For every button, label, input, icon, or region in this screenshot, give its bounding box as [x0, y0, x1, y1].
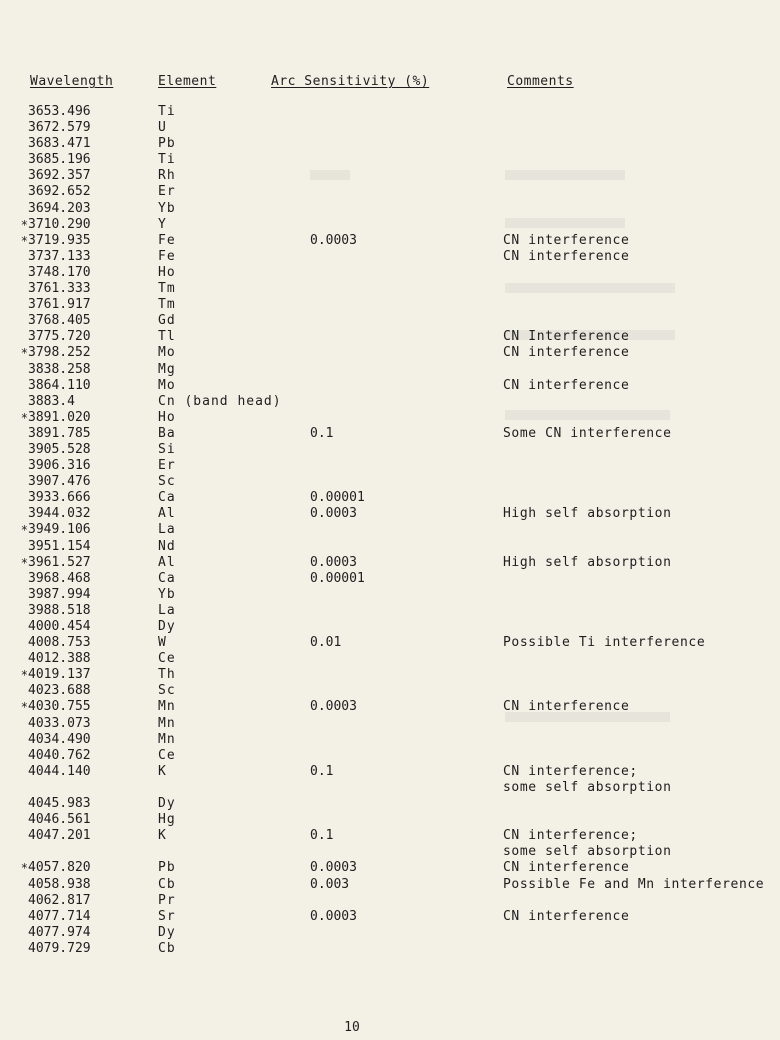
- table-row: [0, 474, 780, 490]
- table-row: [0, 764, 780, 780]
- table-row: [0, 152, 780, 168]
- table-row: [0, 812, 780, 828]
- wavelength-cell: 4033.073: [28, 715, 91, 731]
- comment-cell: CN interference: [503, 232, 630, 248]
- wavelength-cell: 4034.490: [28, 731, 91, 747]
- element-cell: Dy: [158, 924, 176, 940]
- element-cell: Ho: [158, 264, 176, 280]
- spectral-line-table: [0, 104, 780, 957]
- element-cell: Fe: [158, 248, 176, 264]
- element-cell: Hg: [158, 812, 176, 828]
- asterisk-mark: *: [20, 861, 28, 876]
- element-cell: Tm: [158, 281, 176, 297]
- element-cell: Pr: [158, 892, 176, 908]
- element-cell: Rh: [158, 168, 176, 184]
- comment-cell: Some CN interference: [503, 425, 672, 441]
- comment-cell: Possible Fe and Mn interference: [503, 876, 765, 892]
- element-cell: Al: [158, 506, 176, 522]
- table-row: [0, 522, 780, 538]
- wavelength-cell: 3683.471: [28, 136, 91, 152]
- element-cell: Cn (band head): [158, 393, 282, 409]
- table-row: [0, 925, 780, 941]
- arc-sensitivity-cell: 0.0003: [310, 699, 357, 715]
- wavelength-cell: 4044.140: [28, 763, 91, 779]
- element-cell: Mn: [158, 699, 176, 715]
- page-number: 10: [344, 1020, 360, 1035]
- wavelength-cell: 4019.137: [28, 667, 91, 683]
- wavelength-cell: 3987.994: [28, 586, 91, 602]
- wavelength-cell: 3775.720: [28, 329, 91, 345]
- element-cell: Mn: [158, 715, 176, 731]
- wavelength-cell: 4047.201: [28, 828, 91, 844]
- wavelength-cell: 3748.170: [28, 264, 91, 280]
- header-wavelength: Wavelength: [30, 74, 114, 89]
- table-row: [0, 490, 780, 506]
- table-row: [0, 844, 780, 860]
- table-row: [0, 458, 780, 474]
- element-cell: Ce: [158, 651, 176, 667]
- wavelength-cell: 3737.133: [28, 248, 91, 264]
- wavelength-cell: 4079.729: [28, 940, 91, 956]
- table-row: [0, 378, 780, 394]
- arc-sensitivity-cell: 0.0003: [310, 860, 357, 876]
- arc-sensitivity-cell: 0.003: [310, 876, 350, 892]
- table-row: [0, 329, 780, 345]
- wavelength-cell: 4012.388: [28, 651, 91, 667]
- element-cell: W: [158, 635, 167, 651]
- element-cell: La: [158, 522, 176, 538]
- element-cell: Ho: [158, 409, 176, 425]
- table-row: [0, 667, 780, 683]
- arc-sensitivity-cell: 0.1: [310, 763, 334, 779]
- wavelength-cell: 3710.290: [28, 216, 91, 232]
- element-cell: Yb: [158, 200, 176, 216]
- wavelength-cell: 3891.020: [28, 409, 91, 425]
- arc-sensitivity-cell: 0.1: [310, 828, 334, 844]
- comment-cell: High self absorption: [503, 554, 672, 570]
- table-row: [0, 265, 780, 281]
- table-row: [0, 587, 780, 603]
- element-cell: Ti: [158, 104, 176, 119]
- wavelength-cell: 4040.762: [28, 747, 91, 763]
- wavelength-cell: 3906.316: [28, 458, 91, 474]
- comment-cell: Possible Ti interference: [503, 635, 706, 651]
- element-cell: Er: [158, 458, 176, 474]
- wavelength-cell: 3768.405: [28, 313, 91, 329]
- comment-cell: some self absorption: [503, 844, 672, 860]
- element-cell: Mo: [158, 345, 176, 361]
- element-cell: Mo: [158, 377, 176, 393]
- table-row: [0, 281, 780, 297]
- element-cell: Yb: [158, 586, 176, 602]
- element-cell: Gd: [158, 313, 176, 329]
- table-row: [0, 345, 780, 361]
- element-cell: K: [158, 828, 167, 844]
- wavelength-cell: 3719.935: [28, 232, 91, 248]
- table-row: [0, 860, 780, 876]
- comment-cell: CN interference: [503, 860, 630, 876]
- comment-cell: CN interference: [503, 345, 630, 361]
- table-row: [0, 909, 780, 925]
- element-cell: Cb: [158, 876, 176, 892]
- table-row: [0, 780, 780, 796]
- element-cell: K: [158, 763, 167, 779]
- table-row: [0, 941, 780, 957]
- element-cell: Nd: [158, 538, 176, 554]
- comment-cell: CN interference;: [503, 763, 638, 779]
- comment-cell: CN interference: [503, 248, 630, 264]
- asterisk-mark: *: [20, 523, 28, 538]
- wavelength-cell: 3961.527: [28, 554, 91, 570]
- table-row: [0, 297, 780, 313]
- element-cell: U: [158, 120, 167, 136]
- element-cell: Pb: [158, 136, 176, 152]
- table-row: [0, 410, 780, 426]
- element-cell: Dy: [158, 619, 176, 634]
- arc-sensitivity-cell: 0.0003: [310, 908, 357, 924]
- table-row: [0, 201, 780, 217]
- element-cell: Th: [158, 667, 176, 683]
- table-row: [0, 184, 780, 200]
- arc-sensitivity-cell: 0.00001: [310, 490, 365, 506]
- element-cell: Tl: [158, 329, 176, 345]
- element-cell: Al: [158, 554, 176, 570]
- wavelength-cell: 3907.476: [28, 474, 91, 490]
- wavelength-cell: 4058.938: [28, 876, 91, 892]
- wavelength-cell: 3838.258: [28, 361, 91, 377]
- table-row: [0, 104, 780, 120]
- element-cell: Sr: [158, 908, 176, 924]
- table-row: [0, 233, 780, 249]
- wavelength-cell: 3864.110: [28, 377, 91, 393]
- table-row: [0, 651, 780, 667]
- asterisk-mark: *: [20, 217, 28, 232]
- table-row: [0, 796, 780, 812]
- table-row: [0, 168, 780, 184]
- table-row: [0, 603, 780, 619]
- element-cell: Sc: [158, 474, 176, 490]
- table-row: [0, 893, 780, 909]
- header-arc-sensitivity: Arc Sensitivity (%): [271, 74, 430, 89]
- table-row: [0, 120, 780, 136]
- wavelength-cell: 4046.561: [28, 812, 91, 828]
- asterisk-mark: *: [20, 668, 28, 683]
- wavelength-cell: 3891.785: [28, 425, 91, 441]
- table-row: [0, 442, 780, 458]
- table-row: [0, 748, 780, 764]
- wavelength-cell: 4062.817: [28, 892, 91, 908]
- wavelength-cell: 4030.755: [28, 699, 91, 715]
- element-cell: Ca: [158, 490, 176, 506]
- wavelength-cell: 4077.714: [28, 908, 91, 924]
- wavelength-cell: 3692.652: [28, 184, 91, 200]
- element-cell: Fe: [158, 232, 176, 248]
- table-row: [0, 394, 780, 410]
- wavelength-cell: 3798.252: [28, 345, 91, 361]
- header-comments: Comments: [507, 74, 574, 89]
- table-row: [0, 635, 780, 651]
- element-cell: Ba: [158, 425, 176, 441]
- comment-cell: CN Interference: [503, 329, 630, 345]
- wavelength-cell: 3672.579: [28, 120, 91, 136]
- comment-cell: High self absorption: [503, 506, 672, 522]
- wavelength-cell: 3933.666: [28, 490, 91, 506]
- element-cell: Ca: [158, 570, 176, 586]
- comment-cell: CN interference;: [503, 828, 638, 844]
- wavelength-cell: 4008.753: [28, 635, 91, 651]
- wavelength-cell: 4000.454: [28, 619, 91, 634]
- wavelength-cell: 4057.820: [28, 860, 91, 876]
- table-row: [0, 732, 780, 748]
- asterisk-mark: *: [20, 700, 28, 715]
- wavelength-cell: 3968.468: [28, 570, 91, 586]
- wavelength-cell: 3685.196: [28, 152, 91, 168]
- asterisk-mark: *: [20, 346, 28, 361]
- table-row: [0, 877, 780, 893]
- asterisk-mark: *: [20, 410, 28, 425]
- wavelength-cell: 3988.518: [28, 602, 91, 618]
- header-element: Element: [158, 74, 217, 89]
- arc-sensitivity-cell: 0.0003: [310, 554, 357, 570]
- wavelength-cell: 3761.917: [28, 297, 91, 313]
- asterisk-mark: *: [20, 555, 28, 570]
- element-cell: Mg: [158, 361, 176, 377]
- arc-sensitivity-cell: 0.0003: [310, 506, 357, 522]
- table-row: [0, 249, 780, 265]
- comment-cell: CN interference: [503, 908, 630, 924]
- wavelength-cell: 3692.357: [28, 168, 91, 184]
- element-cell: Sc: [158, 683, 176, 699]
- element-cell: Tm: [158, 297, 176, 313]
- wavelength-cell: 3944.032: [28, 506, 91, 522]
- wavelength-cell: 3653.496: [28, 104, 91, 119]
- table-row: [0, 619, 780, 635]
- comment-cell: CN interference: [503, 699, 630, 715]
- table-row: [0, 506, 780, 522]
- table-row: [0, 828, 780, 844]
- arc-sensitivity-cell: 0.01: [310, 635, 342, 651]
- element-cell: Ce: [158, 747, 176, 763]
- element-cell: Pb: [158, 860, 176, 876]
- table-row: [0, 539, 780, 555]
- element-cell: La: [158, 602, 176, 618]
- wavelength-cell: 4023.688: [28, 683, 91, 699]
- element-cell: Mn: [158, 731, 176, 747]
- table-row: [0, 555, 780, 571]
- table-row: [0, 362, 780, 378]
- asterisk-mark: *: [20, 233, 28, 248]
- comment-cell: CN interference: [503, 377, 630, 393]
- arc-sensitivity-cell: 0.0003: [310, 232, 357, 248]
- element-cell: Er: [158, 184, 176, 200]
- wavelength-cell: 4045.983: [28, 796, 91, 812]
- element-cell: Dy: [158, 796, 176, 812]
- wavelength-cell: 3694.203: [28, 200, 91, 216]
- table-row: [0, 571, 780, 587]
- table-row: [0, 313, 780, 329]
- wavelength-cell: 4077.974: [28, 924, 91, 940]
- comment-cell: some self absorption: [503, 779, 672, 795]
- element-cell: Ti: [158, 152, 176, 168]
- arc-sensitivity-cell: 0.00001: [310, 570, 365, 586]
- wavelength-cell: 3883.4: [28, 393, 75, 409]
- table-row: [0, 683, 780, 699]
- element-cell: Cb: [158, 940, 176, 956]
- wavelength-cell: 3761.333: [28, 281, 91, 297]
- table-row: [0, 699, 780, 715]
- table-row: [0, 217, 780, 233]
- wavelength-cell: 3905.528: [28, 441, 91, 457]
- table-row: [0, 136, 780, 152]
- table-row: [0, 426, 780, 442]
- table-row: [0, 716, 780, 732]
- arc-sensitivity-cell: 0.1: [310, 425, 334, 441]
- element-cell: Si: [158, 441, 176, 457]
- wavelength-cell: 3949.106: [28, 522, 91, 538]
- element-cell: Y: [158, 216, 167, 232]
- wavelength-cell: 3951.154: [28, 538, 91, 554]
